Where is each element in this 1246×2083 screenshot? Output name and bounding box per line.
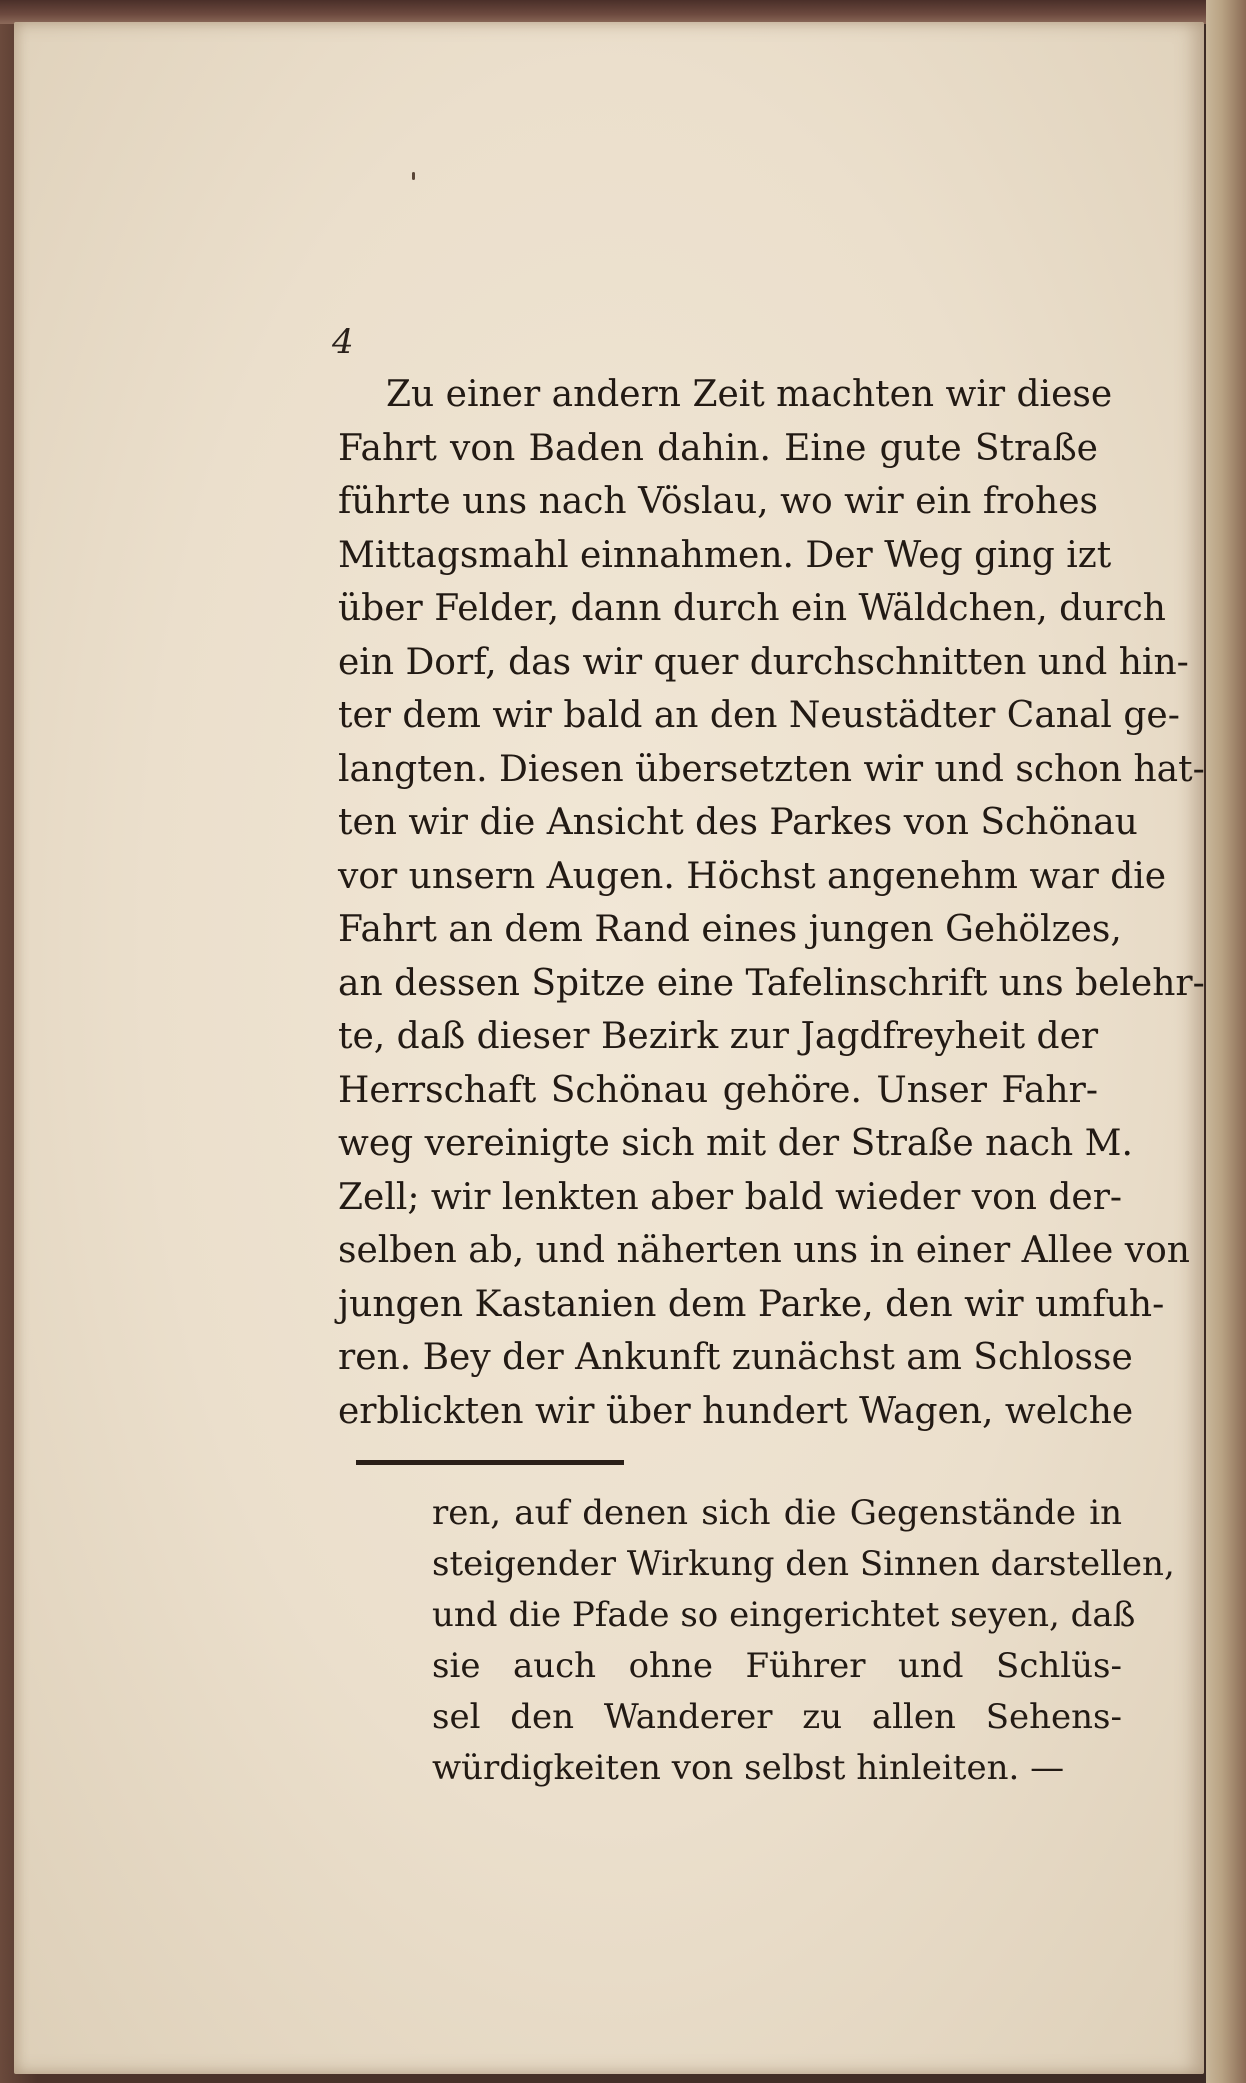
text-line: ein Dorf, das wir quer durchschnitten und hin- [338,641,1189,683]
text-line: ter dem wir bald an den Neustädter Canal ge- [338,695,1180,736]
paper-speck [412,172,415,180]
text-line: te, daß dieser Bezirk zur Jagdfreyheit der [338,1016,1099,1057]
footnote-line: würdigkeiten von selbst hinleiten. — [432,1748,1065,1788]
text-line: ren. Bey der Ankunft zunächst am Schlosse [338,1337,1133,1378]
text-line: Fahrt an dem Rand eines jungen Gehölzes, [338,909,1122,950]
text-line: Herrschaft Schönau gehöre. Unser Fahr- [338,1069,1098,1111]
page-edges [1206,0,1246,2083]
text-line: langten. Diesen übersetzten wir und schon hat- [338,748,1205,790]
footnote-line: sie auch ohne Führer und Schlüs- [432,1646,1122,1686]
text-line: Zell; wir lenkten aber bald wieder von der- [338,1176,1123,1218]
footnote-line: steigender Wirkung den Sinnen darstellen, [432,1544,1175,1584]
text-line: jungen Kastanien dem Parke, den wir umfuh- [338,1283,1165,1325]
text-line: selben ab, und näherten uns in einer Allee von [338,1230,1190,1271]
footnote-separator [356,1460,624,1465]
text-line: über Felder, dann durch ein Wäldchen, durch [338,588,1166,629]
page-number: 4 [332,322,354,362]
text-line: an dessen Spitze eine Tafelinschrift uns belehr- [338,962,1205,1004]
book-top-edge [0,0,1246,24]
footnote-line: ren, auf denen sich die Gegenstände in [432,1493,1122,1533]
text-line: führte uns nach Vöslau, wo wir ein frohes [338,481,1098,522]
footnote [432,1488,1175,1794]
text-line: vor unsern Augen. Höchst angenehm war die [338,855,1167,897]
text-line: ten wir die Ansicht des Parkes von Schönau [338,802,1138,843]
text-line: erblickten wir über hundert Wagen, welche [338,1390,1134,1432]
text-line: Mittagsmahl einnahmen. Der Weg ging izt [338,534,1112,576]
footnote-line: sel den Wanderer zu allen Sehens- [432,1697,1122,1737]
body-text [338,368,1205,1438]
footnote-line: und die Pfade so eingerichtet seyen, daß [432,1595,1136,1635]
text-line: weg vereinigte sich mit der Straße nach M. [338,1123,1133,1164]
text-line: Fahrt von Baden dahin. Eine gute Straße [338,427,1098,469]
text-line: Zu einer andern Zeit machten wir diese [386,374,1113,415]
